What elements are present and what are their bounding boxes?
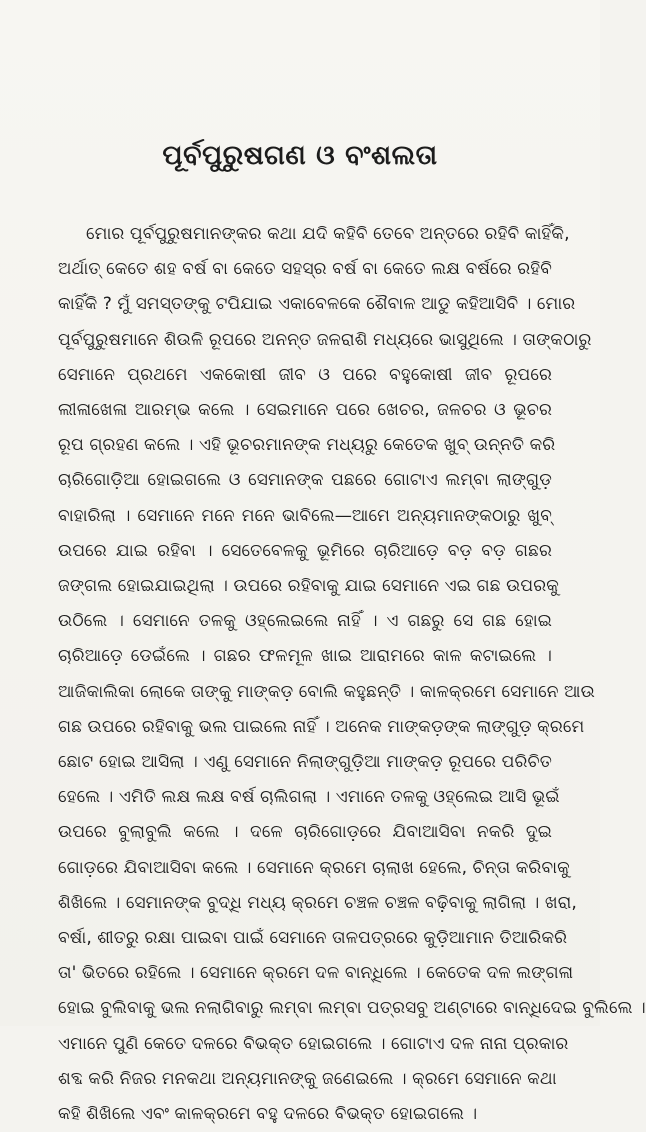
text-line: ଛୋଟ ହୋଇ ଆସିଲା । ଏଣୁ ସେମାନେ ନିଲାଙ୍ଗୁଡ଼ିଆ ମାଙ୍କଡ଼ ରୂପରେ ପରିଚିତ: [58, 752, 552, 773]
text-line: ବର୍ଷା, ଶୀତରୁ ରକ୍ଷା ପାଇବା ପାଇଁ ସେମାନେ ତାଳପତ୍ରରେ କୁଡ଼ିଆମାନ ତିଆରିକରି: [58, 928, 568, 949]
chapter-title: ପୂର୍ବପୁରୁଷଗଣ ଓ ବଂଶଲତା: [162, 140, 438, 171]
text-line: ଉପରେ ଯାଇ ରହିବା । ସେତେବେଳକୁ ଭୂମିରେ ଚାରିଆଡ଼େ ବଡ଼ ବଡ଼ ଗଛର: [58, 540, 552, 561]
text-line: ହେଲେ । ଏମିତି ଲକ୍ଷ ଲକ୍ଷ ବର୍ଷ ଚାଲିଗଲା । ଏମାନେ ତଳକୁ ଓହ୍ଲେଇ ଆସି ଭୂଇଁ: [58, 787, 560, 808]
text-line: ଉପରେ ବୁଲାବୁଲି କଲେ । ଦଳେ ଚାରିଗୋଡ଼ରେ ଯିବାଆସିବା ନକରି ଦୁଇ: [58, 822, 552, 843]
text-line: ଅର୍ଥାତ୍ କେତେ ଶହ ବର୍ଷ ବା କେତେ ସହସ୍ର ବର୍ଷ ବା କେତେ ଲକ୍ଷ ବର୍ଷରେ ରହିବି: [58, 259, 552, 280]
text-line: ଚାରିଗୋଡ଼ିଆ ହୋଇଗଲେ ଓ ସେମାନଙ୍କ ପଛରେ ଗୋଟାଏ ଲମ୍ବା ଲାଙ୍ଗୁଡ଼: [58, 470, 552, 491]
text-line: ଶବ୍ଦ କରି ନିଜର ମନକଥା ଅନ୍ୟମାନଙ୍କୁ ଜଣେଇଲେ । କ୍ରମେ ସେମାନେ କଥା: [58, 1068, 557, 1089]
text-line: ଆଜିକାଲିକା ଲୋକେ ତାଙ୍କୁ ମାଙ୍କଡ଼ ବୋଲି କହୁଛନ୍ତି । କାଳକ୍ରମେ ସେମାନେ ଆଉ: [58, 681, 595, 702]
text-line: କାହିଁକି ? ମୁଁ ସମସ୍ତଙ୍କୁ ଟପିଯାଇ ଏକାବେଳକେ ଶୈବାଳ ଆଡୁ କହିଆସିବି । ମୋର: [58, 294, 576, 315]
text-line: ଗୋଡ଼ରେ ଯିବାଆସିବା କଲେ । ସେମାନେ କ୍ରମେ ଚାଲାଖ ହେଲେ, ଚିନ୍ତା କରିବାକୁ: [58, 857, 570, 878]
text-line: ତା' ଭିତରେ ରହିଲେ । ସେମାନେ କ୍ରମେ ଦଳ ବାନ୍ଧିଲେ । କେତେକ ଦଳ ଲଙ୍ଗଳା: [58, 963, 574, 984]
text-line: ଲୀଳାଖେଳା ଆରମ୍ଭ କଲେ । ସେଇମାନେ ପରେ ଖେଚର, ଜଳଚର ଓ ଭୂଚର: [58, 400, 552, 421]
text-line: ମୋର ପୂର୍ବପୁରୁଷମାନଙ୍କର କଥା ଯଦି କହିବି ତେବେ ଅନ୍ତରେ ରହିବି କାହିଁକି,: [86, 224, 570, 244]
text-line: ରୂପ ଗ୍ରହଣ କଲେ । ଏହି ଭୂଚରମାନଙ୍କ ମଧ୍ୟରୁ କେତେକ ଖୁବ୍ ଉନ୍ନତି କରି: [58, 435, 556, 456]
text-line: ବାହାରିଲା । ସେମାନେ ମନେ ମନେ ଭାବିଲେ—ଆମେ ଅନ୍ୟମାନଙ୍କଠାରୁ ଖୁବ୍: [58, 505, 552, 526]
text-line: ହୋଇ ବୁଲିବାକୁ ଭଲ ନଲାଗିବାରୁ ଲମ୍ବା ଲମ୍ବା ପତ୍ରସବୁ ଅଣ୍ଟାରେ ବାନ୍ଧିଦେଇ ବୁଲିଲେ ।: [58, 998, 646, 1019]
chapter-body-text: [58, 217, 646, 1132]
text-line: କହି ଶିଖିଲେ ଏବଂ କାଳକ୍ରମେ ବହୁ ଦଳରେ ବିଭକ୍ତ ହୋଇଗଲେ ।: [58, 1104, 478, 1125]
text-line: ପୂର୍ବପୁରୁଷମାନେ ଶିଉଳି ରୂପରେ ଅନନ୍ତ ଜଳରାଶି ମଧ୍ୟରେ ଭାସୁଥିଲେ । ତାଙ୍କଠାରୁ: [58, 329, 592, 350]
text-line: ଗଛ ଉପରେ ରହିବାକୁ ଭଲ ପାଇଲେ ନାହିଁ । ଅନେକ ମାଙ୍କଡ଼ଙ୍କ ଲାଙ୍ଗୁଡ଼ କ୍ରମେ: [58, 716, 585, 737]
text-line: ଶିଖିଲେ । ସେମାନଙ୍କ ବୁଦ୍ଧି ମଧ୍ୟ କ୍ରମେ ଚଞ୍ଚଳ ଚଞ୍ଚଳ ବଢ଼ିବାକୁ ଲାଗିଲା । ଖରା,: [58, 892, 577, 913]
text-line: ଚାରିଆଡ଼େ ଡେଇଁଲେ । ଗଛର ଫଳମୂଳ ଖାଇ ଆରାମରେ କାଳ କଟାଇଲେ ।: [58, 646, 552, 667]
text-line: ଉଠିଲେ । ସେମାନେ ତଳକୁ ଓହ୍ଲେଇଲେ ନାହିଁ । ଏ ଗଛରୁ ସେ ଗଛ ହୋଇ: [58, 611, 552, 632]
text-line: ଜଙ୍ଗଲ ହୋଇଯାଇଥିଲା । ଉପରେ ରହିବାକୁ ଯାଇ ସେମାନେ ଏଇ ଗଛ ଉପରକୁ: [58, 576, 559, 597]
text-line: ଏମାନେ ପୁଣି କେତେ ଦଳରେ ବିଭକ୍ତ ହୋଇଗଲେ । ଗୋଟାଏ ଦଳ ନାନା ପ୍ରକାର: [58, 1033, 569, 1054]
text-line: ସେମାନେ ପ୍ରଥମେ ଏକକୋଷୀ ଜୀବ ଓ ପରେ ବହୁକୋଷୀ ଜୀବ ରୂପରେ: [58, 364, 552, 385]
